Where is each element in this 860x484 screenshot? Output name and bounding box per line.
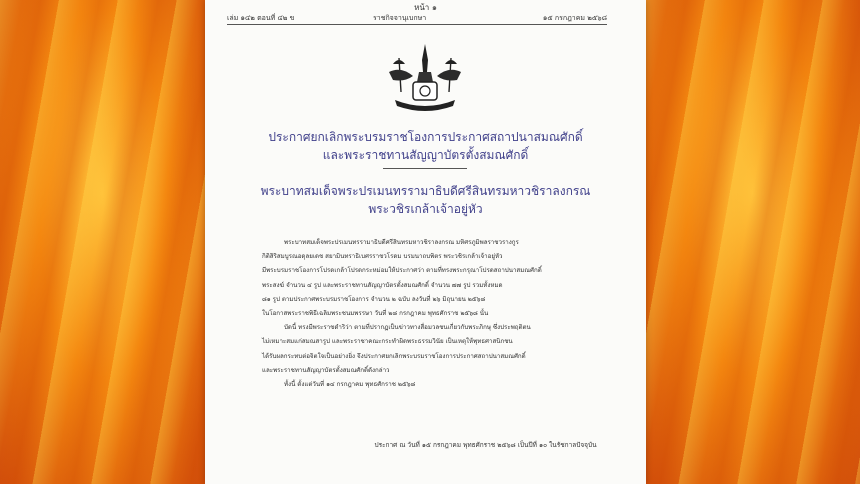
title-divider <box>383 168 467 169</box>
gazette-name: ราชกิจจานุเบกษา <box>373 14 427 22</box>
body-line: กิติสิริสมบูรณอดุลยเดช สยามินทราธิเบศรราชวโรดม บรมนาถบพิตร พระวชิรเกล้าเจ้าอยู่หัว <box>262 253 503 261</box>
header-date: ๑๕ กรกฎาคม ๒๕๖๘ <box>542 14 607 22</box>
title-line-2: และพระราชทานสัญญาบัตรตั้งสมณศักดิ์ <box>322 148 529 162</box>
title-line-1: ประกาศยกเลิกพระบรมราชโองการประกาศสถาปนาสมณศักดิ์ <box>268 130 583 144</box>
announcement-body <box>262 236 610 392</box>
king-line-2: พระวชิรเกล้าเจ้าอยู่หัว <box>368 202 483 216</box>
page-number: หน้า ๑ <box>414 3 437 12</box>
body-line: มีพระบรมราชโองการโปรดเกล้าโปรดกระหม่อมให้ประกาศว่า ตามที่ทรงพระกรุณาโปรดสถาปนาสมณศักดิ์ <box>262 267 542 275</box>
body-line: พระสงฆ์ จำนวน ๔ รูป และพระราชทานสัญญาบัตรตั้งสมณศักดิ์ จำนวน ๗๗ รูป รวมทั้งหมด <box>262 281 503 289</box>
king-name <box>205 182 646 218</box>
gazette-document <box>205 0 646 484</box>
body-line: ได้รับผลกระทบต่อจิตใจเป็นอย่างยิ่ง จึงประกาศยกเลิกพระบรมราชโองการประกาศสถาปนาสมณศักดิ์ <box>262 352 526 360</box>
header-rule <box>227 24 607 25</box>
body-line: บัดนี้ ทรงมีพระราชดำริว่า ตามที่ปรากฏเป็นข่าวทางสื่อมวลชนเกี่ยวกับพระภิกษุ ซึ่งประพฤติตน <box>284 324 531 332</box>
body-line: ไม่เหมาะสมแก่สมณสารูป และพระราชาคณะกระทำผิดพระธรรมวินัย เป็นเหตุให้พุทธศาสนิกชน <box>262 338 513 346</box>
body-line: พระบาทสมเด็จพระปรเมนทรรามาธิบดีศรีสินทรมหาวชิราลงกรณ มหิศรภูมิพลราชวรางกูร <box>284 239 519 246</box>
announcement-title <box>205 128 646 164</box>
background-left <box>0 0 205 484</box>
closing-line: ประกาศ ณ วันที่ ๑๕ กรกฎาคม พุทธศักราช ๒๕๖๘ เป็นปีที่ ๑๐ ในรัชกาลปัจจุบัน <box>374 441 597 449</box>
body-line: ทั้งนี้ ตั้งแต่วันที่ ๑๔ กรกฎาคม พุทธศักราช ๒๕๖๘ <box>284 381 416 389</box>
body-line: ๘๑ รูป ตามประกาศพระบรมราชโองการ จำนวน ๒ ฉบับ ลงวันที่ ๒๖ มิถุนายน ๒๕๖๘ <box>262 295 486 303</box>
royal-crown-emblem-icon <box>383 42 467 112</box>
body-line: ในโอกาสพระราชพิธีเฉลิมพระชนมพรรษา วันที่ ๒๘ กรกฎาคม พุทธศักราช ๒๕๖๘ นั้น <box>262 310 489 318</box>
volume-info: เล่ม ๑๔๒ ตอนที่ ๔๒ ข <box>227 14 295 22</box>
king-line-1: พระบาทสมเด็จพระปรเมนทรรามาธิบดีศรีสินทรมหาวชิราลงกรณ <box>260 184 591 198</box>
body-line: และพระราชทานสัญญาบัตรตั้งสมณศักดิ์ดังกล่าว <box>262 366 390 374</box>
background-right <box>646 0 860 484</box>
